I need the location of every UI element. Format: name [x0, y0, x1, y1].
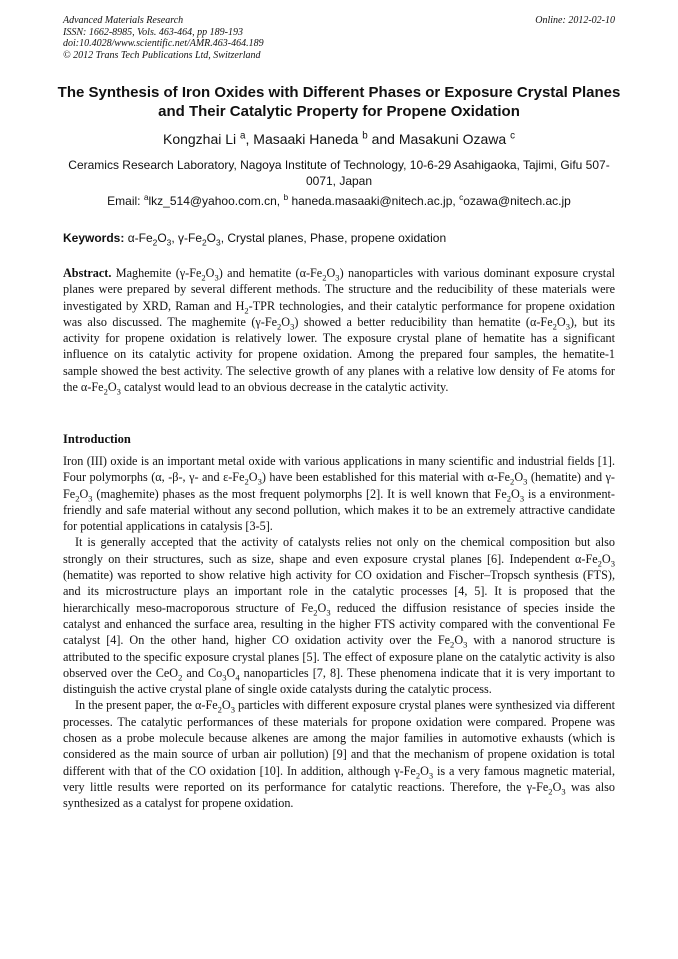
abstract	[63, 265, 615, 395]
p-text: O	[552, 779, 562, 794]
email-3[interactable]: ozawa@nitech.ac.jp	[463, 194, 571, 208]
abs-sub: 2	[322, 272, 327, 283]
abs-sub: 2	[244, 305, 249, 316]
abs-text: ) nanoparticles with various dominant exposure crystal planes were prepared by several different methods. The structure and the reducibility of these materials were investigated by XRD, Raman and H	[63, 266, 615, 313]
p-text: (hematite) was reported to show relative high activity for CO oxidation and Fischer–Tropsch synthesis (FTS), and its microstructure plays an important role in the catalytic processes [4, 5]. It is proposed that the hierarchically meso-macroporous structure of Fe	[63, 568, 615, 615]
p-sub: 3	[230, 704, 235, 715]
p-text: O	[511, 486, 520, 501]
kw-text: , γ-Fe	[171, 231, 202, 245]
p-text: O	[514, 470, 524, 485]
p-sub: 2	[597, 558, 602, 569]
author-1: Kongzhai Li	[162, 131, 237, 147]
p-text: It is generally accepted that the activity of catalysts relies not only on the chemical composition but also strongly on their structures, such as size, shape and even exposure crystal planes [6]. Independent α-Fe	[63, 535, 615, 566]
paper-title: The Synthesis of Iron Oxides with Different Phases or Exposure Crystal Planes and Their Catalytic Property for Propene Oxidation	[57, 84, 621, 120]
abs-sub: 2	[201, 272, 206, 283]
kw-sub: 3	[166, 237, 172, 248]
p-sub: 3	[326, 607, 331, 618]
online-date: Online: 2012-02-10	[535, 15, 615, 26]
p-sub: 3	[519, 493, 525, 504]
abs-text: O	[205, 266, 215, 280]
p-sub: 3	[428, 770, 434, 781]
abs-text: ), but its activity for propene oxidation is relatively lower. The exposure crystal plane of hematite has a significant influence on its catalytic activity for propene oxidation. Among the prepared four samples, the hematite-1 sample showed the best activity. The selective growth of any planes with a relative low density of Fe atoms for the α-Fe	[63, 314, 615, 395]
p-text: (hematite) and γ-Fe	[63, 470, 615, 501]
p-text: O	[454, 633, 464, 648]
email-mark-a: a	[143, 192, 149, 202]
intro-paragraph-3	[63, 697, 615, 811]
kw-text: O	[157, 231, 167, 245]
email-2[interactable]: haneda.masaaki@nitech.ac.jp,	[288, 194, 460, 208]
p-text: with a nanorod structure is attributed to the specific exposure crystal planes [5]. The effect of exposure plane on the catalytic activity is also observed over the CeO	[63, 633, 616, 680]
kw-text: , Crystal planes, Phase, propene oxidation	[220, 231, 447, 245]
abs-text: Maghemite (γ-Fe	[111, 266, 202, 280]
p-sub: 2	[178, 672, 183, 683]
p-sub: 3	[222, 672, 227, 683]
p-sub: 3	[257, 476, 262, 487]
doi-line: doi:10.4028/www.scientific.net/AMR.463-464.189	[63, 38, 264, 49]
kw-text: O	[206, 231, 217, 245]
p-sub: 3	[523, 476, 528, 487]
p-text: ) have been established for this material with α-Fe	[261, 470, 511, 485]
email-mark-c: c	[459, 192, 464, 202]
author-2-mark: b	[362, 130, 368, 142]
abs-sub: 2	[552, 321, 557, 332]
p-text: In the present paper, the α-Fe	[75, 698, 218, 713]
abs-sub: 3	[565, 321, 570, 332]
author-2: , Masaaki Haneda	[245, 131, 359, 147]
abs-sub: 3	[290, 321, 295, 332]
p-sub: 2	[217, 704, 222, 715]
abs-sub: 3	[335, 272, 340, 283]
p-sub: 2	[506, 493, 512, 504]
p-text: particles with different exposure crystal planes were synthesized via different processes. The catalytic performances of these materials for propone oxidation were compared. Propene was chosen as a probe molecule because alkenes are among the major families in automotive exhausts (which is considered as the main source of urban air pollution) [9] and that the mechanism of propene oxidation is total different with that of the CO oxidation [10]. In addition, although γ-Fe	[63, 698, 615, 778]
abs-sub: 3	[116, 386, 121, 397]
abs-text: -TPR technologies, and their catalytic performance for propene oxidation was also discussed. The maghemite (γ-Fe	[63, 298, 615, 329]
p-sub: 4	[235, 672, 240, 683]
affiliation: Ceramics Research Laboratory, Nagoya Institute of Technology, 10-6-29 Asahigaoka, Tajimi, Gifu 507-0071, Japan	[68, 158, 610, 188]
author-3: and Masakuni Ozawa	[367, 131, 507, 147]
kw-sub: 2	[152, 237, 158, 248]
abs-sub: 3	[214, 272, 219, 283]
abs-sub: 2	[277, 321, 282, 332]
p-sub: 2	[510, 476, 515, 487]
abs-text: O	[281, 314, 291, 329]
abs-text: catalyst would lead to an obvious decrease in the catalytic activity.	[120, 380, 449, 395]
abs-text: O	[326, 266, 336, 280]
p-text: O	[226, 665, 236, 680]
journal-header	[63, 15, 615, 61]
issn-line: ISSN: 1662-8985, Vols. 463-464, pp 189-193	[63, 26, 243, 38]
keywords	[63, 231, 615, 248]
p-text: O	[79, 486, 89, 501]
p-text: (maghemite) phases as the most frequent polymorphs [2]. It is well known that Fe	[92, 486, 507, 501]
kw-text: α-Fe	[124, 231, 153, 245]
section-heading-introduction: Introduction	[63, 432, 131, 446]
p-text: O	[420, 763, 429, 778]
p-text: reduced the diffusion resistance of species inside the catalyst and enhanced the surface area, resulting in the higher FTS activity compared with the conventional Fe catalyst [4]. On the other hand, higher CO oxidation activity over the Fe	[63, 600, 615, 648]
p-text: and Co	[182, 665, 223, 680]
abs-sub: 2	[103, 386, 108, 397]
p-sub: 3	[561, 786, 566, 797]
kw-sub: 3	[216, 237, 221, 248]
p-text: Iron (III) oxide is an important metal oxide with various applications in many scientific and industrial fields [1]. Four polymorphs (α, -β-, γ- and ε-Fe	[63, 454, 615, 485]
email-mark-b: b	[283, 192, 289, 202]
p-text: O	[317, 600, 327, 615]
keywords-label: Keywords:	[63, 231, 125, 245]
p-sub: 2	[75, 493, 80, 504]
author-1-mark: a	[240, 130, 246, 142]
email-label: Email:	[107, 194, 144, 208]
author-list	[40, 131, 638, 147]
p-sub: 3	[610, 558, 615, 569]
abs-text: ) and hematite (α-Fe	[218, 266, 323, 280]
p-sub: 3	[88, 493, 93, 504]
abs-text: ) showed a better reducibility than hematite (α-Fe	[294, 314, 553, 329]
author-3-mark: c	[510, 130, 516, 142]
p-text: O	[221, 698, 231, 713]
p-sub: 2	[313, 607, 318, 618]
p-sub: 3	[463, 639, 468, 650]
intro-paragraph-2	[63, 534, 615, 697]
p-sub: 2	[415, 770, 421, 781]
copyright-line: © 2012 Trans Tech Publications Ltd, Switzerland	[63, 49, 261, 61]
abs-text: O	[107, 380, 117, 395]
p-sub: 2	[548, 786, 553, 797]
p-text: is a environment-friendly and safe material without any second pollution, which makes it to be an extremely attractive candidate for potential applications in catalysis [3-5].	[63, 486, 615, 534]
p-sub: 2	[450, 639, 455, 650]
email-1[interactable]: lkz_514@yahoo.com.cn,	[148, 194, 284, 208]
email-line	[40, 194, 638, 208]
journal-name: Advanced Materials Research	[63, 15, 184, 26]
abs-text: O	[556, 314, 566, 329]
introduction-body	[63, 453, 615, 812]
p-text: is a very famous magnetic material, very little results were reported on its performance for catalytic reactions. Therefore, the γ-Fe	[63, 763, 615, 794]
abstract-label: Abstract.	[63, 266, 112, 280]
p-text: O	[601, 551, 611, 566]
p-sub: 2	[244, 476, 249, 487]
kw-sub: 2	[202, 237, 207, 248]
p-text: nanoparticles [7, 8]. These phenomena indicate that it is very important to distinguish the active crystal plane of single oxide catalysts during the catalytic process.	[63, 665, 615, 697]
p-text: O	[248, 470, 258, 485]
p-text: was also synthesized as a catalyst for propene oxidation.	[63, 779, 615, 811]
intro-paragraph-1	[63, 453, 615, 534]
